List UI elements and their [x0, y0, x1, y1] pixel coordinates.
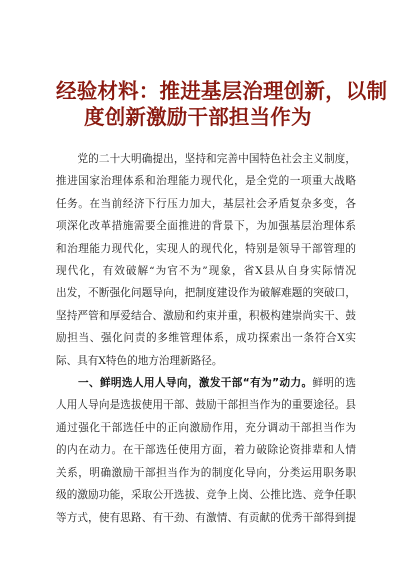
body-line: 人用人导向是选拔使用干部、鼓励干部担当作为的重要途径。县	[56, 399, 356, 412]
paragraph-section-1	[56, 372, 356, 529]
body-line: 出发，不断强化问题导向，把制度建设作为破解难题的突破口，	[56, 287, 356, 300]
body-line: 和治理能力现代化，实现人的现代化，特别是领导干部管理的	[56, 242, 356, 255]
section-heading: 一、鲜明选人用人导向，激发干部“有为”动力。	[56, 377, 313, 390]
body-line: 的内在动力。在干部选任使用方面，着力破除论资排辈和人情	[56, 444, 356, 457]
body-line: 项深化改革措施需要全面推进的背景下，为加强基层治理体系	[56, 220, 356, 233]
body-line: 坚持严管和厚爱结合、激励和约束并重，积极构建崇尚实干、鼓	[56, 309, 356, 322]
body-line: 际、具有X特色的地方治理新路径。	[56, 354, 223, 367]
title-line-2: 度创新激励干部担当作为	[84, 105, 312, 129]
body-line: 等方式，使有思路、有干劲、有激情、有贡献的优秀干部得到提	[56, 511, 356, 524]
body-line: 励担当、强化问责的多维管理体系，成功探索出一条符合X实	[56, 332, 356, 345]
body-line: 现代化，有效破解“为官不为”现象，省X县从自身实际情况	[56, 265, 356, 278]
paragraph-intro	[56, 148, 356, 372]
body-line: 级的激励功能，采取公开选拔、竞争上岗、公推比选、竞争任职	[56, 489, 356, 502]
body-line: 党的二十大明确提出，坚持和完善中国特色社会主义制度，	[56, 153, 356, 165]
section-heading-line	[56, 372, 356, 394]
body-line: 推进国家治理体系和治理能力现代化，是全党的一项重大战略	[56, 175, 356, 188]
body-line: 关系，明确激励干部担当作为的制度化导向，分类运用职务职	[56, 466, 356, 479]
body-line: 通过强化干部选任中的正向激励作用，充分调动干部担当作为	[56, 421, 356, 434]
document-title	[56, 78, 388, 130]
title-line-1: 经验材料：推进基层治理创新，以制	[56, 79, 388, 103]
section-heading-rest: 鲜明的选	[312, 377, 356, 390]
document-body	[56, 148, 356, 529]
body-line: 任务。在当前经济下行压力加大，基层社会矛盾复杂多变，各	[56, 197, 356, 210]
